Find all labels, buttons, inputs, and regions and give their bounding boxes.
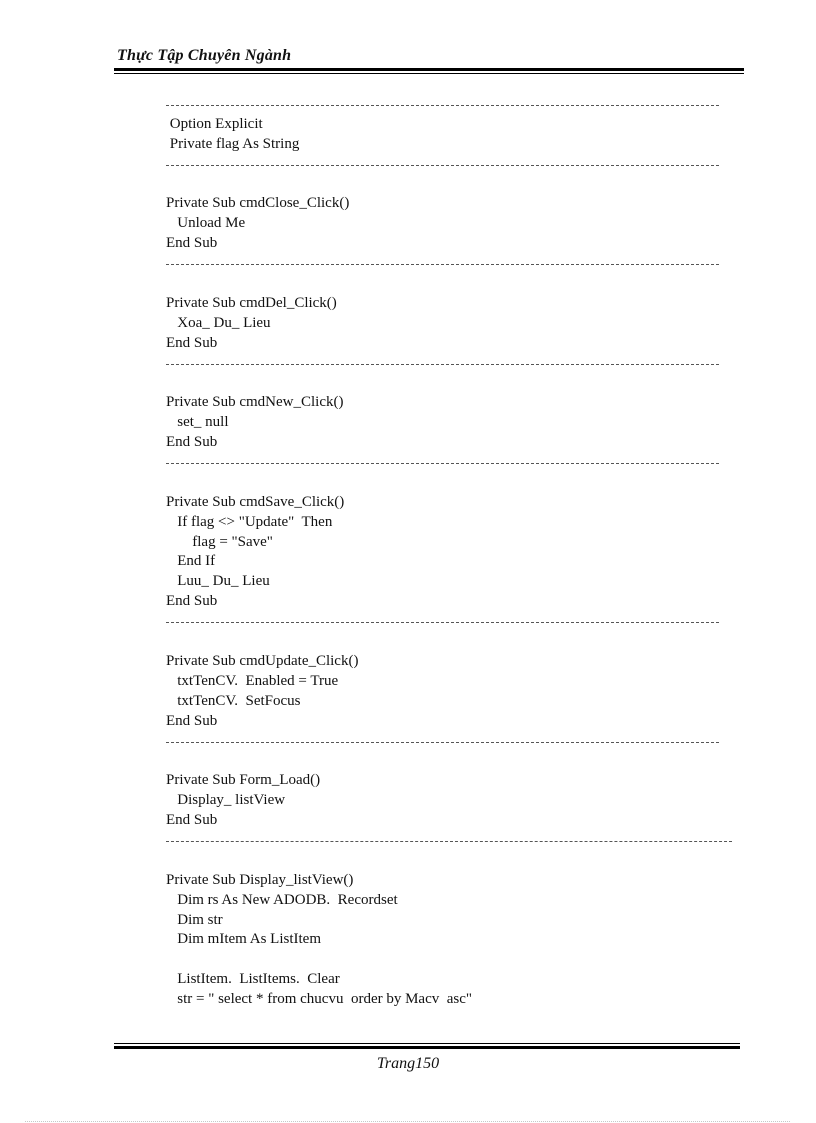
code-line: End Sub	[166, 434, 218, 451]
code-line: Private Sub Display_listView()	[166, 871, 354, 888]
code-line: End Sub	[166, 334, 218, 351]
separator-line	[166, 354, 719, 374]
code-line: Unload Me	[166, 215, 246, 232]
separator-line	[166, 95, 719, 115]
footer-rule-thin	[114, 1043, 740, 1044]
code-line: Private Sub cmdNew_Click()	[166, 394, 344, 411]
separator-line	[166, 831, 732, 851]
separator-line	[166, 254, 719, 274]
header-rule-thick	[114, 68, 744, 71]
code-line: Private Sub Form_Load()	[166, 772, 321, 789]
code-line: End Sub	[166, 593, 218, 610]
blank-line	[166, 851, 736, 871]
blank-line	[166, 950, 736, 970]
code-line: flag = "Save"	[166, 533, 273, 550]
code-line: ListItem. ListItems. Clear	[166, 971, 340, 988]
code-line: Luu_ Du_ Lieu	[166, 573, 270, 590]
separator-line	[166, 612, 719, 632]
code-line: Dim str	[166, 911, 223, 928]
blank-line	[166, 175, 736, 195]
code-line: Display_ listView	[166, 792, 286, 809]
separator-line	[166, 155, 719, 175]
code-line: Xoa_ Du_ Lieu	[166, 314, 271, 331]
code-line: set_ null	[166, 414, 229, 431]
footer-rule-thick	[114, 1046, 740, 1049]
code-line: Option Explicit	[166, 115, 263, 132]
code-line: Dim mItem As ListItem	[166, 931, 321, 948]
code-line: Private Sub cmdClose_Click()	[166, 195, 350, 212]
separator-line	[166, 453, 719, 473]
header-rule-thin	[114, 73, 744, 74]
code-line: str = " select * from chucvu order by Macv asc"	[166, 991, 473, 1008]
code-line: Private Sub cmdSave_Click()	[166, 493, 345, 510]
blank-line	[166, 632, 736, 652]
blank-line	[166, 473, 736, 493]
code-line: Private flag As String	[166, 135, 300, 152]
code-listing	[166, 95, 736, 1010]
blank-line	[166, 373, 736, 393]
code-line: txtTenCV. Enabled = True	[166, 672, 339, 689]
code-line: txtTenCV. SetFocus	[166, 692, 301, 709]
blank-line	[166, 274, 736, 294]
code-line: If flag <> "Update" Then	[166, 513, 333, 530]
code-line: End Sub	[166, 812, 218, 829]
code-line: Dim rs As New ADODB. Recordset	[166, 891, 398, 908]
code-line: Private Sub cmdDel_Click()	[166, 294, 337, 311]
page-number: Trang150	[376, 1055, 440, 1072]
page-bottom-border	[25, 1121, 790, 1122]
code-line: End If	[166, 553, 216, 570]
code-line: End Sub	[166, 712, 218, 729]
separator-line	[166, 732, 719, 752]
blank-line	[166, 751, 736, 771]
code-line: Private Sub cmdUpdate_Click()	[166, 652, 359, 669]
page-header-title: Thực Tập Chuyên Ngành	[117, 47, 292, 64]
code-line: End Sub	[166, 235, 218, 252]
